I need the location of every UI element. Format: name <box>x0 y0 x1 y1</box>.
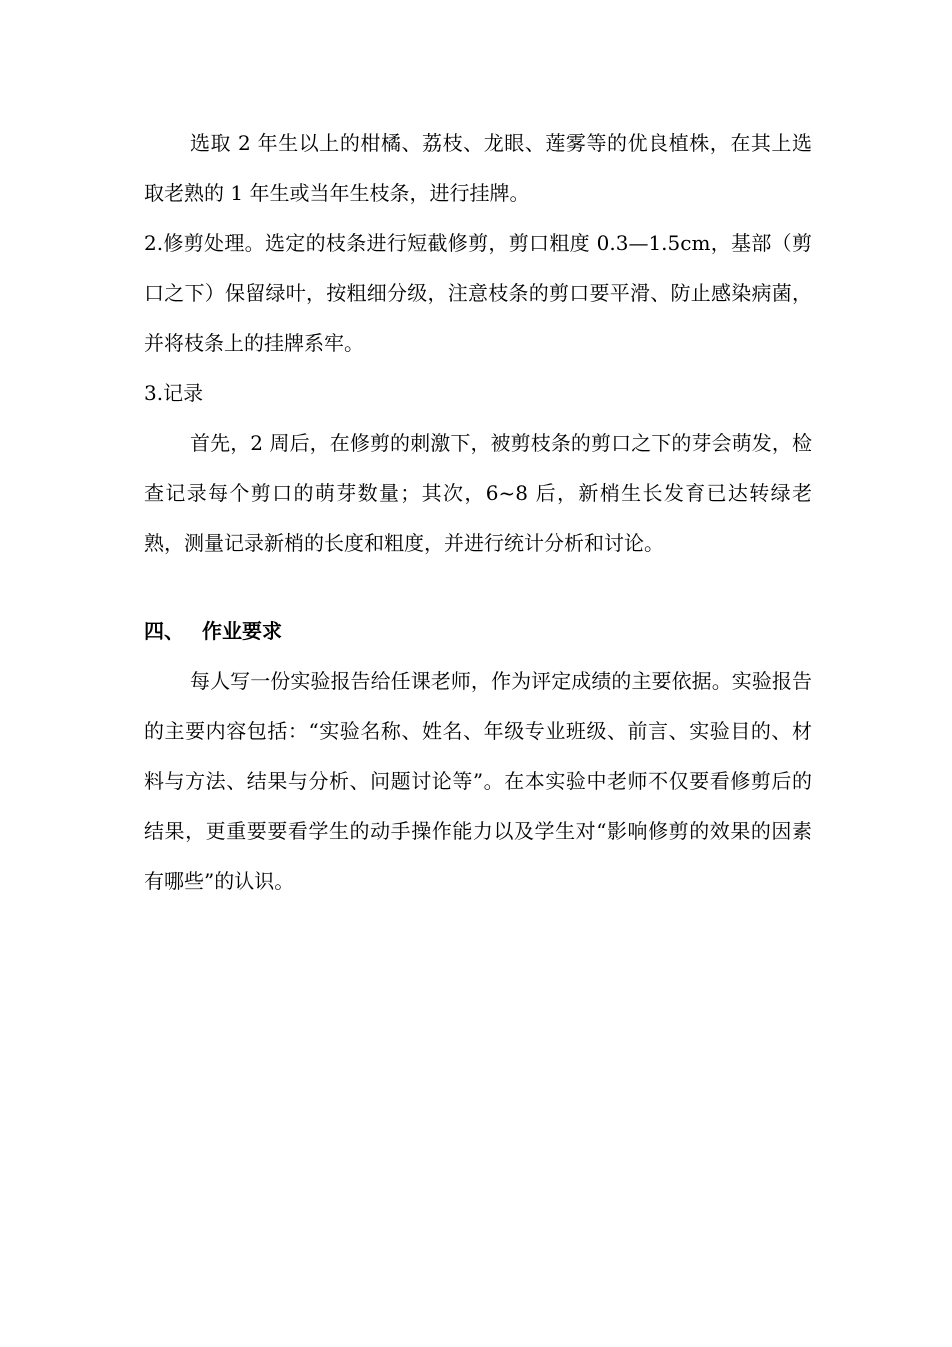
section-title: 作业要求 <box>202 619 282 643</box>
paragraph-assignment-requirements: 每人写一份实验报告给任课老师，作为评定成绩的主要依据。实验报告的主要内容包括：“实验名称、姓名、年级专业班级、前言、实验目的、材料与方法、结果与分析、问题讨论等”。在本实验中老师不仅要看修剪后的结果，更重要要看学生的动手操作能力以及学生对“影响修剪的效果的因素有哪些”的认识。 <box>144 669 812 893</box>
document-body <box>144 118 812 906</box>
section-number: 四、 <box>144 619 184 643</box>
section-heading-assignment <box>144 606 812 656</box>
paragraph-record-details: 首先，2 周后，在修剪的刺激下，被剪枝条的剪口之下的芽会萌发，检查记录每个剪口的萌芽数量；其次，6~8 后，新梢生长发育已达转绿老熟，测量记录新梢的长度和粗度，并进行统计分析和讨论。 <box>144 431 812 555</box>
paragraph-record-title: 3.记录 <box>144 381 204 405</box>
paragraph-select-plants: 选取 2 年生以上的柑橘、荔枝、龙眼、莲雾等的优良植株，在其上选取老熟的 1 年生或当年生枝条，进行挂牌。 <box>144 131 812 205</box>
paragraph-pruning-step: 2.修剪处理。选定的枝条进行短截修剪，剪口粗度 0.3—1.5cm，基部（剪口之下）保留绿叶，按粗细分级，注意枝条的剪口要平滑、防止感染病菌，并将枝条上的挂牌系牢。 <box>144 231 812 355</box>
